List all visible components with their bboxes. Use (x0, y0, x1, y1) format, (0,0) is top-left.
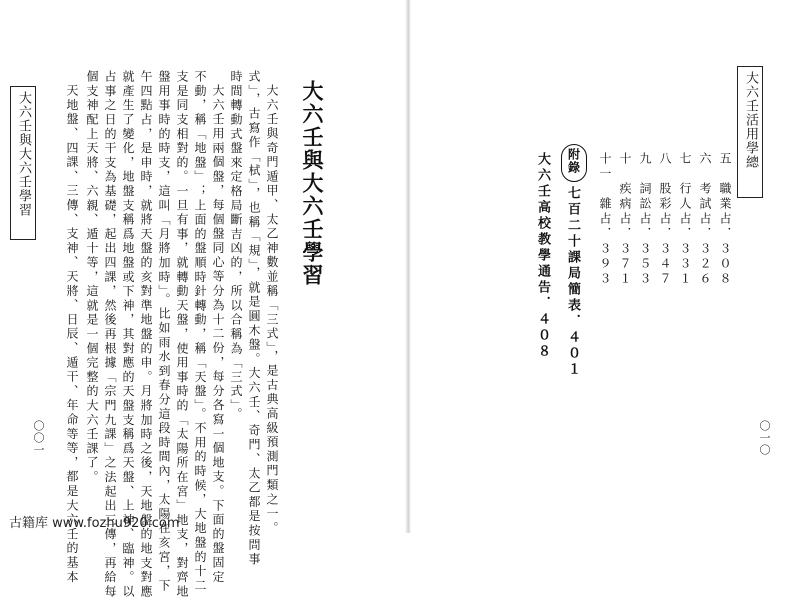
toc-entry-7: 七 行人占．３３１ (678, 152, 692, 287)
book-gutter (405, 0, 411, 533)
appendix-item-1: 七百二十課局簡表．４０１ (565, 186, 580, 378)
body-column-10: 占事之日的干支為基礎，起出四課，然後再根據「宗門九課」之法起出三傳，再給每 (103, 70, 117, 599)
left-page-number: 〇〇一 (32, 420, 45, 456)
toc-entry-8: 八 股彩占．３４７ (658, 152, 672, 287)
body-column-7: 盤用事時的時支，這叫「月將加時」。比如雨水到春分這段時間內，太陽在亥宮，下 (157, 70, 171, 594)
appendix-badge (561, 144, 587, 182)
body-column-11: 個支神配上天將、六親、遁十等，這就是一個完整的大六壬課了。 (85, 70, 99, 485)
right-spine-label-box (737, 66, 763, 198)
toc-entry-5: 五 職業占．３０８ (718, 152, 732, 287)
appendix-item-2: 大六壬高校教學通告．４０８ (535, 152, 550, 360)
body-column-2: 式」，古寫作「栻」，也稱「規」，就是圓木盤。大六壬、奇門、太乙都是按問事 (247, 70, 261, 567)
body-column-4: 大六壬用兩個盤，每個盤同心等分為十二份，每分各寫一個地支。下面的盤固定 (211, 84, 225, 585)
toc-entry-6: 六 考試占．３２６ (698, 152, 712, 287)
watermark-brand: 古籍库 (9, 516, 49, 531)
body-column-8: 午四點占，是申時，就將天盤的亥對準地盤的申。月將加時之後，天地盤的地支對應 (139, 70, 153, 599)
toc-entry-9: 九 詞訟占．３５３ (638, 152, 652, 287)
body-column-3: 時間轉動式盤來定格局斷吉凶的，所以合稱為「三式」。 (229, 70, 243, 422)
toc-entry-10: 十 疾病占．３７１ (618, 152, 632, 287)
toc-entry-11: 十一 雜占．３９３ (598, 152, 612, 287)
chapter-title: 大六壬與大六壬學習 (300, 80, 325, 287)
body-column-1: 大六壬與奇門遁甲、太乙神數並稱「三式」，是古典高級預測門類之一。 (265, 84, 279, 536)
appendix-badge-label: 附錄 (566, 148, 581, 174)
body-column-5: 不動，稱「地盤」；上面的盤順時針轉動，稱「天盤」。不用的時候，大地盤的十二 (193, 70, 207, 594)
watermark-footer (9, 512, 180, 531)
left-spine-label-box (10, 86, 36, 240)
left-spine-label: 大六壬與大六壬學習 (16, 91, 31, 217)
body-column-9: 就產生了變化，地盤支稱爲地盤或下神，其對應的天盤支稱爲天盤、上神、臨神。以 (121, 70, 135, 599)
watermark-site-link[interactable]: www.fozhu920.com (52, 516, 180, 531)
right-spine-label: 大六壬活用學總 (743, 71, 758, 169)
body-column-6: 支是同支相對的。一旦有事，就轉動天盤，使用事時的「太陽所在宮」地支，對齊地 (175, 70, 189, 599)
right-page-number: 〇一〇 (758, 420, 771, 456)
body-column-12: 天地盤、四課、三傳、支神、天將、日辰、遁干、年命等等，都是大六壬的基本 (65, 84, 79, 585)
